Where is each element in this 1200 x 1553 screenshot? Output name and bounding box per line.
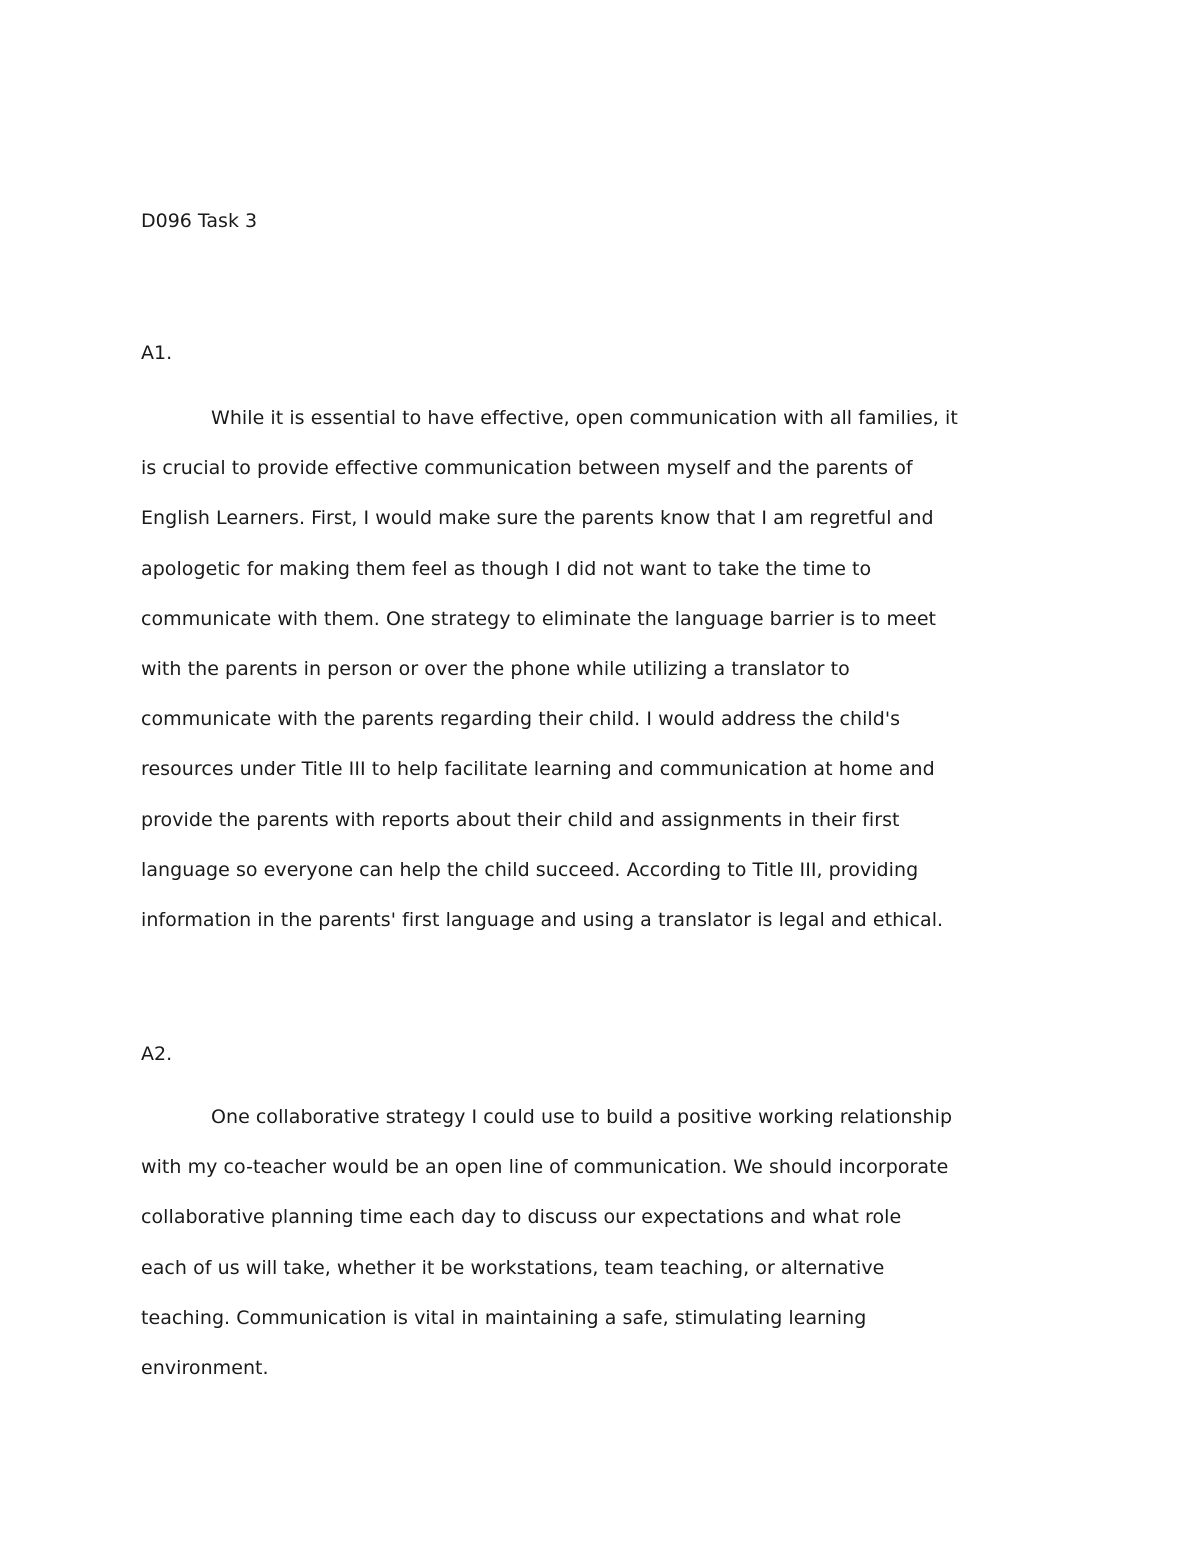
paragraph-line: with my co-teacher would be an open line of communication. We should incorporate (141, 1156, 949, 1179)
paragraph-line: with the parents in person or over the phone while utilizing a translator to (141, 657, 850, 680)
paragraph-line: One collaborative strategy I could use to build a positive working relationship (211, 1106, 953, 1128)
section-heading-a1: A1. (141, 342, 173, 364)
paragraph-line: apologetic for making them feel as though I did not want to take the time to (141, 557, 872, 580)
paragraph-line: language so everyone can help the child succeed. According to Title III, providing (141, 858, 919, 881)
paragraph-line: teaching. Communication is vital in maintaining a safe, stimulating learning (141, 1306, 867, 1329)
paragraph-line: English Learners. First, I would make sure the parents know that I am regretful and (141, 507, 934, 530)
paragraph-line: environment. (141, 1356, 269, 1379)
paragraph-line: each of us will take, whether it be workstations, team teaching, or alternative (141, 1256, 885, 1279)
paragraph-line: communicate with the parents regarding their child. I would address the child's (141, 708, 901, 731)
paragraph-line: provide the parents with reports about their child and assignments in their first (141, 808, 900, 831)
paragraph-line: resources under Title III to help facilitate learning and communication at home and (141, 758, 935, 781)
section-a2-paragraph (141, 1103, 952, 1404)
paragraph-line: collaborative planning time each day to discuss our expectations and what role (141, 1206, 902, 1229)
paragraph-line: While it is essential to have effective, open communication with all families, it (211, 407, 958, 429)
section-heading-a2: A2. (141, 1043, 173, 1065)
section-a1-paragraph (141, 404, 958, 956)
paragraph-line: communicate with them. One strategy to eliminate the language barrier is to meet (141, 607, 937, 630)
paragraph-line: is crucial to provide effective communication between myself and the parents of (141, 457, 913, 480)
paragraph-line: information in the parents' first language and using a translator is legal and ethical. (141, 908, 944, 931)
document-title: D096 Task 3 (141, 210, 258, 232)
